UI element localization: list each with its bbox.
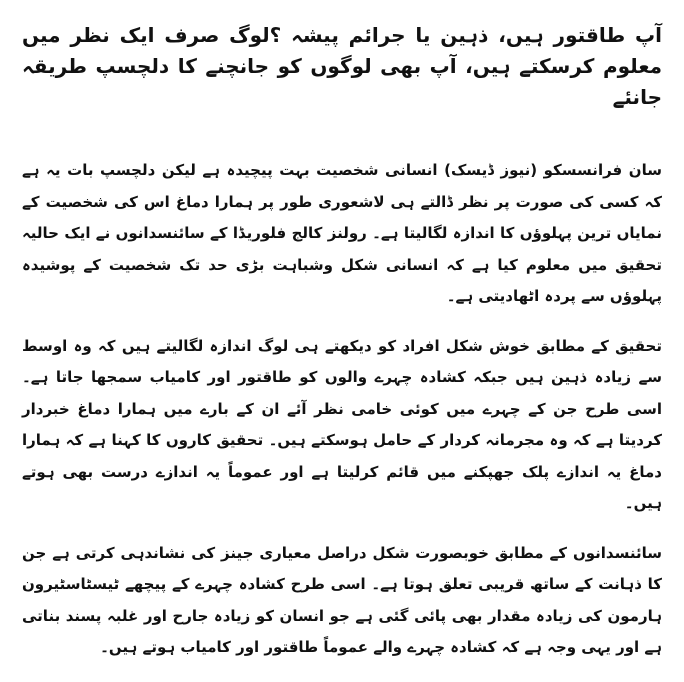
- article-paragraph: سائنسدانوں کے مطابق خوبصورت شکل دراصل معیاری جینز کی نشاندہی کرتی ہے جن کا ذہانت کے ساتھ قریبی تعلق ہوتا ہے۔ اسی طرح کشادہ چہرے کے پیچھے ٹیسٹاسٹیرون ہارمون کی زیادہ مقدار بھی پائی گئی ہے جو انسان کو زیادہ جارح اور غلبہ پسند بناتی ہے اور یہی وجہ ہے کہ کشادہ چہرے والے عموماً طاقتور اور کامیاب ہوتے ہیں۔: [22, 543, 662, 656]
- article-paragraph: تحقیق کے مطابق خوش شکل افراد کو دیکھتے ہی لوگ اندازہ لگالیتے ہیں کہ وہ اوسط سے زیادہ ذہین ہیں جبکہ کشادہ چہرے والوں کو طاقتور اور کامیاب سمجھا جاتا ہے۔ اسی طرح جن کے چہرے میں کوئی خامی نظر آئے ان کے بارے میں ہمارا دماغ خبردار کردیتا ہے کہ وہ مجرمانہ کردار کے حامل ہوسکتے ہیں۔ تحقیق کاروں کا کہنا ہے کہ ہمارا دماغ یہ اندازے پلک جھپکنے میں قائم کرلیتا ہے اور عموماً یہ اندازے درست بھی ہوتے ہیں۔: [22, 336, 662, 512]
- article: [22, 20, 662, 682]
- article-paragraph: سان فرانسسکو (نیوز ڈیسک) انسانی شخصیت بہت پیچیدہ ہے لیکن دلچسپ بات یہ ہے کہ کسی کی صورت پر نظر ڈالتے ہی لاشعوری طور پر ہمارا دماغ اس کی شخصیت کے نمایاں ترین پہلوؤں کا اندازہ لگالیتا ہے۔ رولنز کالج فلوریڈا کے سائنسدانوں نے ایک حالیہ تحقیق میں معلوم کیا ہے کہ انسانی شکل وشباہت بڑی حد تک شخصیت کے پوشیدہ پہلوؤں سے پردہ اٹھادیتی ہے۔: [22, 161, 662, 305]
- article-headline: آپ طاقتور ہیں، ذہین یا جرائم پیشہ ؟لوگ صرف ایک نظر میں معلوم کرسکتے ہیں، آپ بھی لوگوں کو جانچنے کا دلچسپ طریقہ جانئے: [22, 23, 662, 109]
